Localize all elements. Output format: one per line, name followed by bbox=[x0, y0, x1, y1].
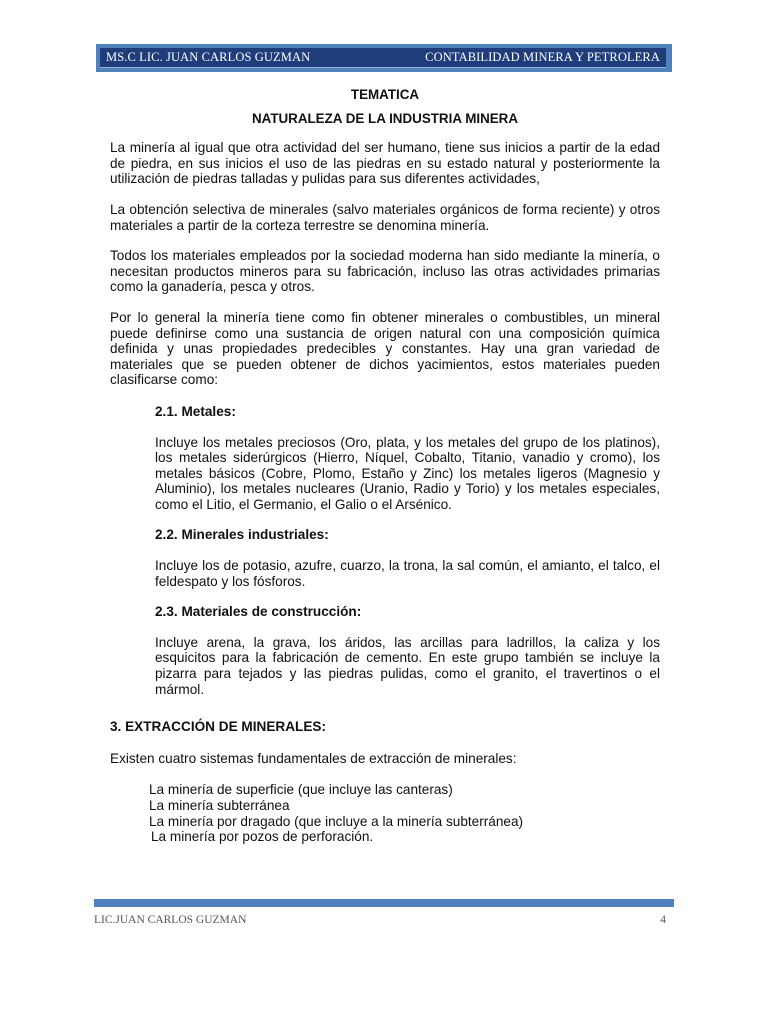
paragraph-1: La minería al igual que otra actividad del ser humano, tiene sus inicios a partir de la edad de piedra, en sus inicios el uso de las piedras en su estado natural y posteriormente la utilización de piedras talladas y pulidas para sus diferentes actividades, bbox=[110, 140, 660, 187]
paragraph-3: Todos los materiales empleados por la sociedad moderna han sido mediante la minería, o necesitan productos mineros para su fabricación, incluso las otras actividades primarias como la ganadería, pesca y otros. bbox=[110, 248, 660, 295]
paragraph-2: La obtención selectiva de minerales (salvo materiales orgánicos de forma reciente) y otros materiales a partir de la corteza terrestre se denomina minería. bbox=[110, 201, 660, 233]
footer-rule bbox=[94, 899, 674, 907]
section-3-intro: Existen cuatro sistemas fundamentales de extracción de minerales: bbox=[110, 750, 517, 766]
page-subtitle: NATURALEZA DE LA INDUSTRIA MINERA bbox=[251, 110, 519, 126]
subsection-minerales-industriales bbox=[155, 527, 660, 589]
page-footer bbox=[94, 914, 666, 926]
page-title: TEMATICA bbox=[350, 87, 420, 102]
subsection-text: Incluye los metales preciosos (Oro, plata, y los metales del grupo de los platinos), los metales siderúrgicos (Hierro, Níquel, Cobalto, Titanio, vanadio y cromo), los metales básicos (Cobre, Plomo, Estaño y Zinc) los metales ligeros (Magnesio y Aluminio), los metales nucleares (Uranio, Radio y Torio) y los metales especiales, como el Litio, el Germanio, el Galio o el Arsénico. bbox=[155, 434, 660, 512]
page-content bbox=[110, 84, 660, 845]
subsection-text: Incluye los de potasio, azufre, cuarzo, la trona, la sal común, el amianto, el talco, el feldespato y los fósforos. bbox=[155, 558, 660, 589]
list-item: La minería por pozos de perforación. bbox=[151, 829, 374, 845]
list-item: La minería por dragado (que incluye a la minería subterránea) bbox=[149, 813, 524, 829]
page-header bbox=[100, 48, 666, 68]
subsection-text: Incluye arena, la grava, los áridos, las arcillas para ladrillos, la caliza y los esquicitos para la fabricación de cemento. En este grupo también se incluye la pizarra para tejados y las piedras pulidas, como el granito, el travertinos o el mármol. bbox=[155, 634, 660, 697]
subsection-heading: 2.2. Minerales industriales: bbox=[155, 527, 329, 543]
list-item: La minería de superficie (que incluye las canteras) bbox=[149, 782, 453, 798]
list-item: La minería subterránea bbox=[149, 798, 290, 813]
footer-author: LIC.JUAN CARLOS GUZMAN bbox=[94, 914, 247, 926]
paragraph-4: Por lo general la minería tiene como fin obtener minerales o combustibles, un mineral puede definirse como una sustancia de origen natural con una composición química definida y unas propiedades predecibles y constantes. Hay una gran variedad de materiales que se pueden obtener de dichos yacimientos, estos materiales pueden clasificarse como: bbox=[110, 309, 660, 388]
section-3-heading: 3. EXTRACCIÓN DE MINERALES: bbox=[110, 719, 327, 735]
page-number: 4 bbox=[660, 914, 666, 926]
subsection-heading: 2.3. Materiales de construcción: bbox=[155, 604, 362, 620]
header-author: MS.C LIC. JUAN CARLOS GUZMAN bbox=[106, 50, 311, 64]
header-course: CONTABILIDAD MINERA Y PETROLERA bbox=[425, 50, 660, 64]
subsection-heading: 2.1. Metales: bbox=[155, 403, 236, 419]
subsection-materiales-construccion bbox=[155, 604, 660, 697]
subsection-metales bbox=[155, 404, 660, 513]
extraction-list bbox=[110, 782, 660, 844]
